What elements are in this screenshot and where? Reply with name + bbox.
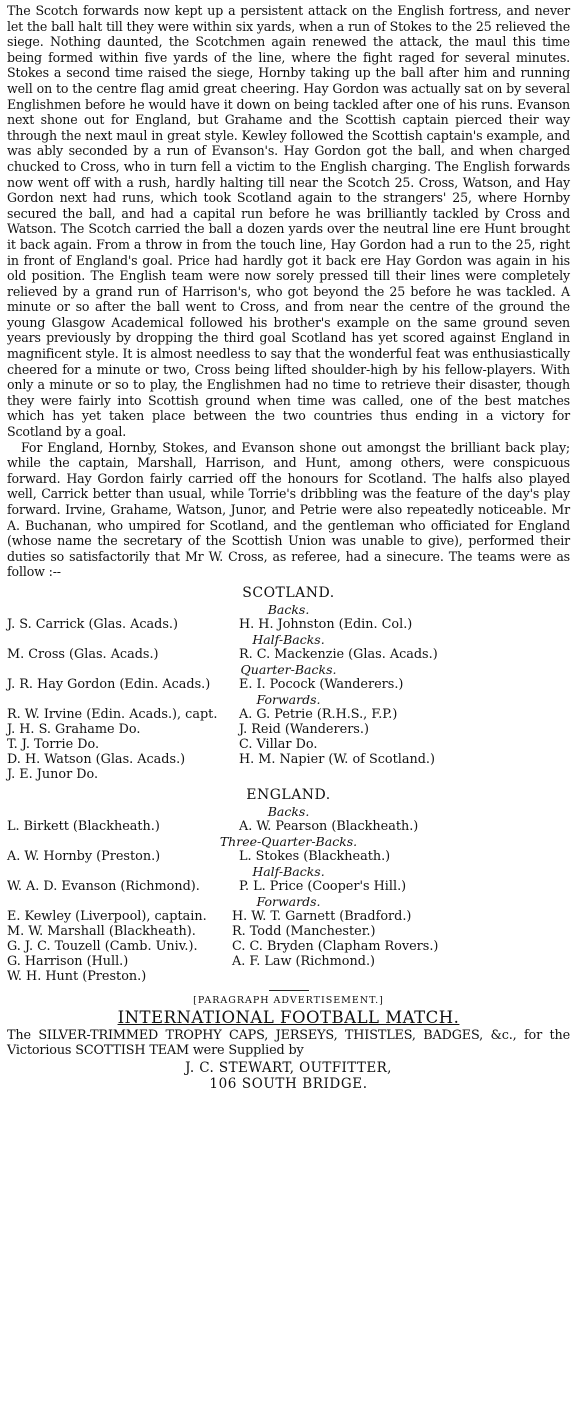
player-left: W. H. Hunt (Preston.) [7, 968, 147, 984]
player-left: D. H. Watson (Glas. Acads.) [7, 751, 186, 767]
player-left: J. R. Hay Gordon (Edin. Acads.) [7, 676, 211, 692]
report-paragraph-1: The Scotch forwards now kept up a persistent attack on the English fortress, and never let the ball halt till they were within six yards, when a run of Stokes to the 25 relieved the siege. Nothing daunted, the Scotchmen again renewed the attack, the maul this time being formed within five yards of the line, where the fight raged for several minutes. Stokes a second time raised the siege, Hornby taking up the ball after him and running well on to the centre flag amid great cheering. Hay Gordon was actually sat on by several Englishmen before he would have it down on being tackled after one of his runs. Evanson next shone out for England, but Grahame and the Scottish captain pierced their way through the next maul in great style. Kewley followed the Scottish captain's example, and was ably seconded by a run of Evanson's. Hay Gordon got the ball, and when charged chucked to Cross, who in turn fell a victim to the English charging. The English forwards now went off with a rush, hardly halting till near the Scotch 25. Cross, Watson, and Hay Gordon next had runs, which took Scotland again to the strangers' 25, where Hornby secured the ball, and had a capital run before he was brilliantly tackled by Cross and Watson. The Scotch carried the ball a dozen yards over the neutral line ere Hunt brought it back again. From a throw in from the touch line, Hay Gordon had a run to the 25, right in front of England's goal. Price had hardly got it back ere Hay Gordon was again in his old position. The English team were now sorely pressed till their lines were completely relieved by a grand run of Harrison's, who got beyond the 25 before he was tackled. A minute or so after the ball went to Cross, and from near the centre of the ground the young Glasgow Academical followed his brother's example on the same ground seven years previously by dropping the third goal Scotland has yet scored against England in magnificent style. It is almost needless to say that the wonderful feat was enthusiastically cheered for a minute or two, Cross being lifted shoulder-high by his fellow-players. With only a minute or so to play, the Englishmen had no time to retrieve their disaster, though they were fairly into Scottish ground when time was called, one of the best matches which has yet taken place between the two countries thus ending in a victory for Scotland by a goal. [7, 3, 570, 440]
position-heading: Half-Backs. [252, 863, 325, 879]
player-row [7, 879, 570, 894]
advertisement-headline: INTERNATIONAL FOOTBALL MATCH. [117, 1007, 460, 1027]
player-right: R. Todd (Manchester.) [232, 923, 376, 939]
divider-rule [269, 990, 309, 991]
player-left: J. H. S. Grahame Do. [7, 721, 141, 737]
player-row [7, 767, 570, 782]
player-left: T. J. Torrie Do. [7, 736, 100, 752]
player-left: A. W. Hornby (Preston.) [7, 848, 161, 864]
player-left: G. Harrison (Hull.) [7, 953, 129, 969]
report-paragraph-2: For England, Hornby, Stokes, and Evanson shone out amongst the brilliant back play; while the captain, Marshall, Harrison, and Hunt, among others, were conspicuous forward. Hay Gordon fairly carried off the honours for Scotland. The halfs also played well, Carrick better than usual, while Torrie's dribbling was the feature of the day's play forward. Irvine, Grahame, Watson, Junor, and Petrie were also repeatedly noticeable. Mr A. Buchanan, who umpired for Scotland, and the gentleman who officiated for England (whose name the secretary of the Scottish Union was unable to give), performed their duties so satisfactorily that Mr W. Cross, as referee, had a sinecure. The teams were as follow :-- [7, 439, 570, 580]
player-right: C. Villar Do. [239, 736, 318, 752]
player-left: R. W. Irvine (Edin. Acads.), capt. [7, 706, 218, 722]
scotland-team [7, 584, 570, 782]
match-report [7, 3, 570, 580]
player-row [7, 647, 570, 662]
player-row [7, 924, 570, 939]
england-team [7, 786, 570, 984]
position-heading: Three-Quarter-Backs. [219, 833, 358, 849]
position-heading: Forwards. [256, 893, 321, 909]
player-right: A. G. Petrie (R.H.S., F.P.) [239, 706, 398, 722]
position-heading: Backs. [267, 803, 310, 819]
player-row [7, 617, 570, 632]
player-row [7, 707, 570, 722]
player-left: M. Cross (Glas. Acads.) [7, 646, 159, 662]
advertisement [7, 990, 570, 1092]
player-row [7, 819, 570, 834]
england-heading: ENGLAND. [246, 786, 331, 803]
player-row [7, 939, 570, 954]
position-heading: Backs. [267, 601, 310, 617]
player-left: J. S. Carrick (Glas. Acads.) [7, 616, 178, 632]
scotland-heading: SCOTLAND. [242, 584, 335, 601]
player-right: E. I. Pocock (Wanderers.) [239, 676, 404, 692]
player-left: W. A. D. Evanson (Richmond). [7, 878, 200, 894]
player-left: E. Kewley (Liverpool), captain. [7, 908, 207, 924]
player-row [7, 954, 570, 969]
outfitter-address: 106 SOUTH BRIDGE. [209, 1075, 368, 1092]
player-right: A. W. Pearson (Blackheath.) [239, 818, 419, 834]
player-left: G. J. C. Touzell (Camb. Univ.). [7, 938, 198, 954]
position-heading: Half-Backs. [252, 631, 325, 647]
advertisement-body: The SILVER-TRIMMED TROPHY CAPS, JERSEYS, THISTLES, BADGES, &c., for the Victorious SCOTTISH TEAM were Supplied by [7, 1027, 570, 1058]
player-right: J. Reid (Wanderers.) [239, 721, 369, 737]
player-right: C. C. Bryden (Clapham Rovers.) [232, 938, 439, 954]
player-right: H. H. Johnston (Edin. Col.) [239, 616, 413, 632]
player-left: J. E. Junor Do. [7, 766, 99, 782]
player-right: L. Stokes (Blackheath.) [239, 848, 391, 864]
outfitter-name: J. C. STEWART, OUTFITTER, [185, 1059, 392, 1076]
player-left: M. W. Marshall (Blackheath). [7, 923, 196, 939]
player-row [7, 677, 570, 692]
player-right [239, 767, 570, 782]
player-row [7, 752, 570, 767]
player-right: P. L. Price (Cooper's Hill.) [239, 878, 407, 894]
player-row [7, 737, 570, 752]
advertisement-tag: [PARAGRAPH ADVERTISEMENT.] [193, 994, 384, 1006]
player-right [232, 969, 570, 984]
player-row [7, 909, 570, 924]
player-left: L. Birkett (Blackheath.) [7, 818, 160, 834]
position-heading: Quarter-Backs. [240, 661, 337, 677]
player-row [7, 969, 570, 984]
player-row [7, 849, 570, 864]
player-right: H. W. T. Garnett (Bradford.) [232, 908, 412, 924]
player-right: A. F. Law (Richmond.) [232, 953, 376, 969]
position-heading: Forwards. [256, 691, 321, 707]
player-right: H. M. Napier (W. of Scotland.) [239, 751, 435, 767]
player-right: R. C. Mackenzie (Glas. Acads.) [239, 646, 438, 662]
player-row [7, 722, 570, 737]
